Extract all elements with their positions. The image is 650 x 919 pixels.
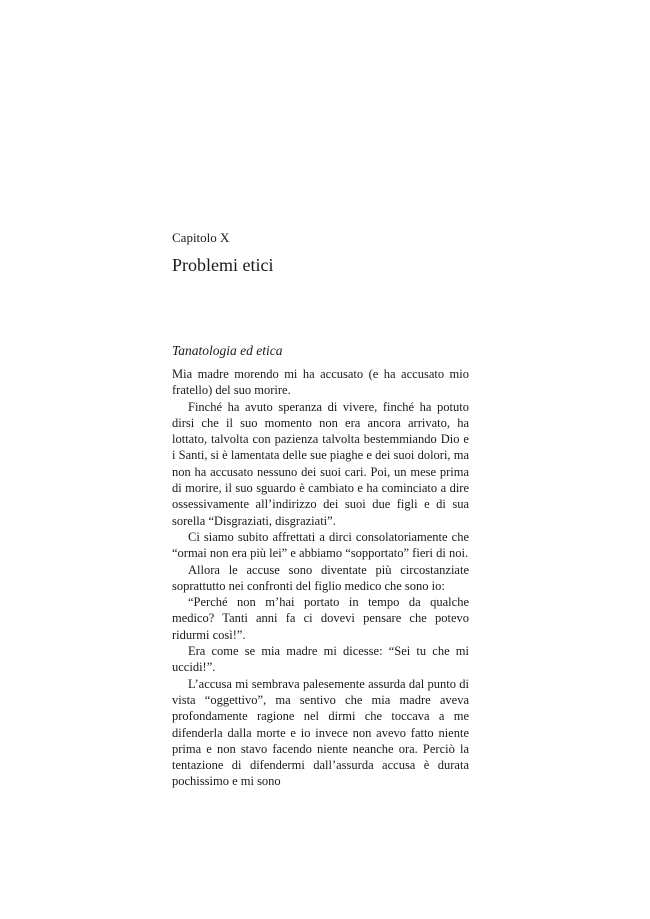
paragraph: Era come se mia madre mi dicesse: “Sei tu che mi uccidi!”. bbox=[172, 644, 469, 675]
body-text bbox=[172, 366, 469, 790]
chapter-title: Problemi etici bbox=[172, 255, 274, 275]
paragraph: Finché ha avuto speranza di vivere, finché ha potuto dirsi che il suo momento non era ancora arrivato, ha lottato, talvolta con pazienza talvolta bestemmiando Dio e i Santi, si è lamentata delle sue piaghe e dei suoi dolori, ma non ha accusato nessuno dei suoi cari. Poi, un mese prima di morire, il suo sguardo è cambiato e ha cominciato a dire ossessivamente all’indirizzo dei suoi due figli e di sua sorella “Disgraziati, disgraziati”. bbox=[172, 399, 469, 528]
paragraph: “Perché non m’hai portato in tempo da qualche medico? Tanti anni fa ci dovevi pensare che potevo ridurmi così!”. bbox=[172, 595, 469, 642]
chapter-label: Capitolo X bbox=[172, 230, 230, 245]
paragraph: Ci siamo subito affrettati a dirci consolatoriamente che “ormai non era più lei” e abbiamo “sopportato” fieri di noi. bbox=[172, 529, 469, 561]
section-title: Tanatologia ed etica bbox=[172, 343, 283, 358]
paragraph: L’accusa mi sembrava palesemente assurda dal punto di vista “oggettivo”, ma sentivo che mia madre aveva profondamente ragione nel dirmi che toccava a me difenderla dalla morte e io invece non avevo fatto niente prima e non stavo facendo niente neanche ora. Perciò la tentazione di difendermi dall’assurda accusa è durata pochissimo e mi sono bbox=[172, 676, 469, 789]
paragraph: Allora le accuse sono diventate più circostanziate soprattutto nei confronti del figlio medico che sono io: bbox=[172, 562, 469, 593]
paragraph: Mia madre morendo mi ha accusato (e ha accusato mio fratello) del suo morire. bbox=[172, 367, 469, 398]
